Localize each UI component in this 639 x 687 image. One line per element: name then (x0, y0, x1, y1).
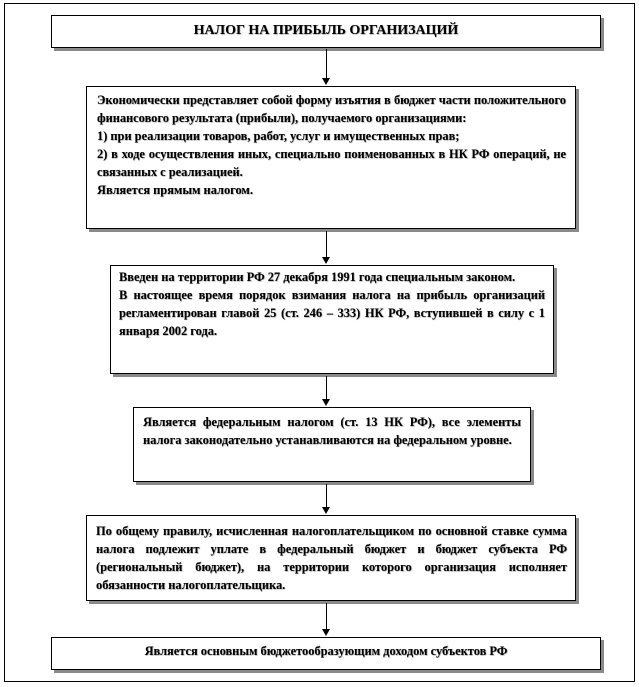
title-box (51, 15, 601, 48)
box2-text-1: Экономически представляет собой форму изъятия в бюджет части положительного финансового результата (прибыли), получаемого организациями: (97, 93, 566, 125)
arrow-4 (320, 484, 334, 514)
arrow-1 (320, 49, 334, 85)
box2-text-3: 2) в ходе осуществления иных, специально поименованных в НК РФ операций, не связанных с реализацией. (97, 147, 566, 179)
box2-text-2: 1) при реализации товаров, работ, услуг и имущественных прав; (97, 129, 460, 143)
arrow-3 (320, 376, 334, 406)
box5-text-1: По общему правилу, исчисленная налогоплательщиком по основной ставке сумма налога подлежит уплате в федеральный бюджет и бюджет субъекта РФ (региональный бюджет), на территории которого организация исполняет обязанности налогоплательщика. (96, 524, 567, 592)
budget-revenue-box (51, 637, 601, 670)
federal-tax-box (133, 407, 531, 482)
economic-essence-box (86, 86, 576, 229)
budget-payment-box (86, 515, 576, 601)
arrow-2 (320, 231, 334, 264)
box3-text-2: В настоящее время порядок взимания налога на прибыль организаций регламентирован главой 25 (ст. 246 – 333) НК РФ, вступившей в силу с 1 января 2002 года. (119, 288, 545, 338)
box6-text-1: Является основным бюджетообразующим доходом субъектов РФ (144, 644, 508, 658)
box4-text-1: Является федеральным налогом (ст. 13 НК РФ), все элементы налога законодательно устанавливаются на федеральном уровне. (143, 415, 521, 447)
box3-text-1: Введен на территории РФ 27 декабря 1991 года специальным законом. (119, 270, 516, 284)
introduction-box (110, 265, 554, 374)
arrow-5 (320, 603, 334, 636)
box2-text-4: Является прямым налогом. (97, 183, 253, 197)
diagram-title: НАЛОГ НА ПРИБЫЛЬ ОРГАНИЗАЦИЙ (193, 23, 459, 38)
